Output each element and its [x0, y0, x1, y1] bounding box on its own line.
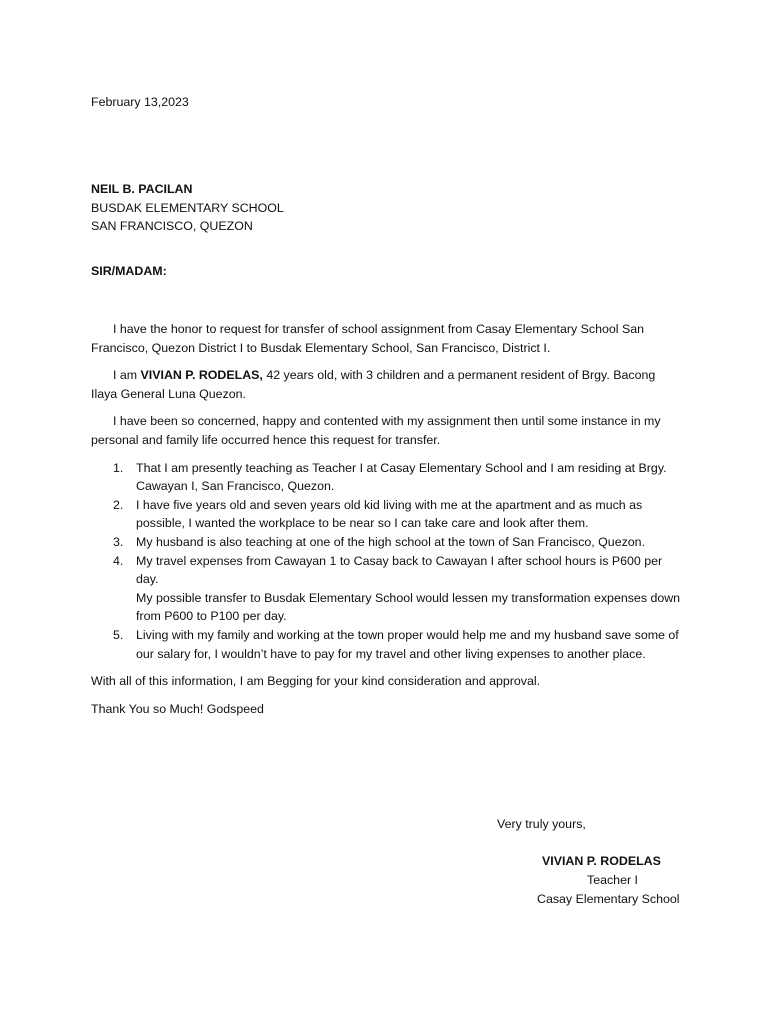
paragraph-introduction — [91, 366, 681, 403]
list-item-number: 2. — [113, 497, 124, 512]
list-item-number: 3. — [113, 534, 124, 549]
list-item — [91, 459, 681, 496]
list-item-number: 5. — [113, 627, 124, 642]
intro-rest: 42 years old, with 3 children and a permanent resident of Brgy. Bacong Ilaya General Luna Quezon. — [91, 368, 656, 401]
list-item-text: My travel expenses from Cawayan 1 to Casay back to Cawayan I after school hours is P600 per day. — [136, 553, 663, 587]
closing-phrase: Very truly yours, — [497, 817, 586, 831]
signatory-school: Casay Elementary School — [537, 892, 680, 906]
consideration-text: With all of this information, I am Begging for your kind consideration and approval. — [91, 674, 541, 689]
list-item-text: That I am presently teaching as Teacher I at Casay Elementary School and I am residing at Brgy. Cawayan I, San Francisco, Quezon. — [136, 460, 667, 494]
recipient-address: SAN FRANCISCO, QUEZON — [91, 219, 253, 234]
letter-date: February 13,2023 — [91, 95, 189, 109]
recipient-name: NEIL B. PACILAN — [91, 182, 193, 196]
paragraph-request: I have the honor to request for transfer of school assignment from Casay Elementary School San Francisco, Quezon District I to Busdak Elementary School, San Francisco, District I. — [91, 322, 645, 355]
recipient-block — [91, 180, 284, 236]
intro-prefix: I am — [113, 368, 141, 383]
list-item-text: I have five years old and seven years old kid living with me at the apartment and as much as possible, I wanted the workplace to be near so I can take care and look after them. — [136, 497, 643, 531]
list-item-number: 4. — [113, 553, 124, 568]
signatory-title: Teacher I — [587, 873, 638, 887]
list-item — [91, 626, 681, 663]
sender-name-inline: VIVIAN P. RODELAS, — [140, 368, 263, 383]
thanks-text: Thank You so Much! Godspeed — [91, 701, 264, 716]
list-item — [91, 552, 681, 626]
recipient-school: BUSDAK ELEMENTARY SCHOOL — [91, 200, 284, 215]
reasons-list — [91, 459, 681, 664]
list-item-text: Living with my family and working at the town proper would help me and my husband save some of our salary for, I wouldn’t have to pay for my travel and other living expenses to another place. — [136, 627, 679, 661]
letter-body — [91, 320, 681, 727]
salutation: SIR/MADAM: — [91, 264, 167, 278]
paragraph-reason-intro: I have been so concerned, happy and contented with my assignment then until some instance in my personal and family life occurred hence this request for transfer. — [91, 414, 661, 447]
signatory-name: VIVIAN P. RODELAS — [542, 854, 661, 868]
list-item — [91, 496, 681, 533]
list-item-number: 1. — [113, 460, 124, 475]
list-item-text: My husband is also teaching at one of the high school at the town of San Francisco, Quezon. — [136, 534, 646, 549]
list-item-text-continued: My possible transfer to Busdak Elementary School would lessen my transformation expenses down from P600 to P100 per day. — [136, 590, 681, 624]
list-item — [91, 533, 681, 552]
